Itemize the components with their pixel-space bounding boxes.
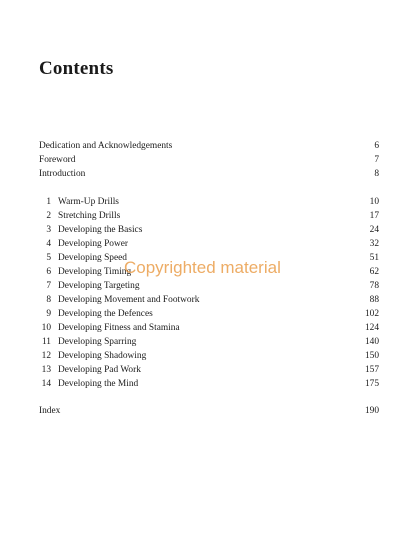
toc-entry-label: Index xyxy=(39,406,61,416)
page-title: Contents xyxy=(39,58,114,79)
chapter-number: 10 xyxy=(41,323,51,333)
chapter-title: Stretching Drills xyxy=(58,211,121,221)
chapter-number: 2 xyxy=(46,211,51,221)
chapter-entry[interactable] xyxy=(39,279,379,293)
chapter-entry[interactable] xyxy=(39,349,379,363)
chapter-page: 124 xyxy=(364,323,379,333)
chapter-entry[interactable] xyxy=(39,363,379,377)
toc-entry-label: Dedication and Acknowledgements xyxy=(39,141,173,151)
toc-entry[interactable] xyxy=(39,139,379,153)
chapter-page: 88 xyxy=(369,295,379,305)
chapter-page: 140 xyxy=(364,337,379,347)
chapter-page: 150 xyxy=(364,351,379,361)
chapter-entry[interactable] xyxy=(39,251,379,265)
chapter-list xyxy=(39,195,379,391)
toc-entry-page: 6 xyxy=(374,141,379,151)
chapter-number: 7 xyxy=(46,281,51,291)
toc-entry-label: Introduction xyxy=(39,169,86,179)
chapter-entry[interactable] xyxy=(39,377,379,391)
chapter-entry[interactable] xyxy=(39,265,379,279)
chapter-title: Developing Movement and Footwork xyxy=(58,295,200,305)
chapter-number: 8 xyxy=(46,295,51,305)
toc-entry-label: Foreword xyxy=(39,155,76,165)
chapter-title: Developing Timing xyxy=(58,267,132,277)
chapter-entry[interactable] xyxy=(39,293,379,307)
toc-entry-page: 8 xyxy=(374,169,379,179)
toc-entry[interactable] xyxy=(39,167,379,181)
copyright-watermark: Copyrighted material xyxy=(124,258,281,277)
chapter-number: 9 xyxy=(46,309,51,319)
chapter-title: Developing Speed xyxy=(58,253,127,263)
chapter-number: 5 xyxy=(46,253,51,263)
chapter-page: 24 xyxy=(369,225,379,235)
chapter-title: Developing the Basics xyxy=(58,225,143,235)
back-matter-list xyxy=(39,404,379,418)
toc-entry[interactable] xyxy=(39,404,379,418)
chapter-title: Warm-Up Drills xyxy=(58,197,119,207)
chapter-number: 13 xyxy=(41,365,51,375)
chapter-title: Developing the Mind xyxy=(58,379,139,389)
chapter-entry[interactable] xyxy=(39,321,379,335)
chapter-title: Developing the Defences xyxy=(58,309,153,319)
chapter-page: 175 xyxy=(364,379,379,389)
chapter-number: 14 xyxy=(41,379,51,389)
chapter-page: 51 xyxy=(369,253,379,263)
toc-entry[interactable] xyxy=(39,153,379,167)
front-matter-list xyxy=(39,139,379,181)
chapter-number: 3 xyxy=(46,225,51,235)
chapter-entry[interactable] xyxy=(39,237,379,251)
chapter-number: 6 xyxy=(46,267,51,277)
chapter-title: Developing Sparring xyxy=(58,337,137,347)
chapter-page: 17 xyxy=(369,211,379,221)
chapter-title: Developing Fitness and Stamina xyxy=(58,323,180,333)
chapter-page: 32 xyxy=(369,239,379,249)
chapter-title: Developing Targeting xyxy=(58,281,140,291)
toc-entry-page: 190 xyxy=(364,406,379,416)
chapter-title: Developing Pad Work xyxy=(58,365,141,375)
chapter-page: 78 xyxy=(369,281,379,291)
chapter-number: 11 xyxy=(41,337,51,347)
chapter-number: 4 xyxy=(46,239,51,249)
chapter-title: Developing Power xyxy=(58,239,129,249)
chapter-page: 10 xyxy=(369,197,379,207)
toc-entry-page: 7 xyxy=(374,155,379,165)
chapter-entry[interactable] xyxy=(39,223,379,237)
chapter-page: 102 xyxy=(364,309,379,319)
chapter-entry[interactable] xyxy=(39,209,379,223)
chapter-title: Developing Shadowing xyxy=(58,351,147,361)
chapter-number: 1 xyxy=(46,197,51,207)
chapter-number: 12 xyxy=(41,351,51,361)
chapter-page: 157 xyxy=(364,365,379,375)
chapter-page: 62 xyxy=(369,267,379,277)
chapter-entry[interactable] xyxy=(39,335,379,349)
chapter-entry[interactable] xyxy=(39,195,379,209)
chapter-entry[interactable] xyxy=(39,307,379,321)
